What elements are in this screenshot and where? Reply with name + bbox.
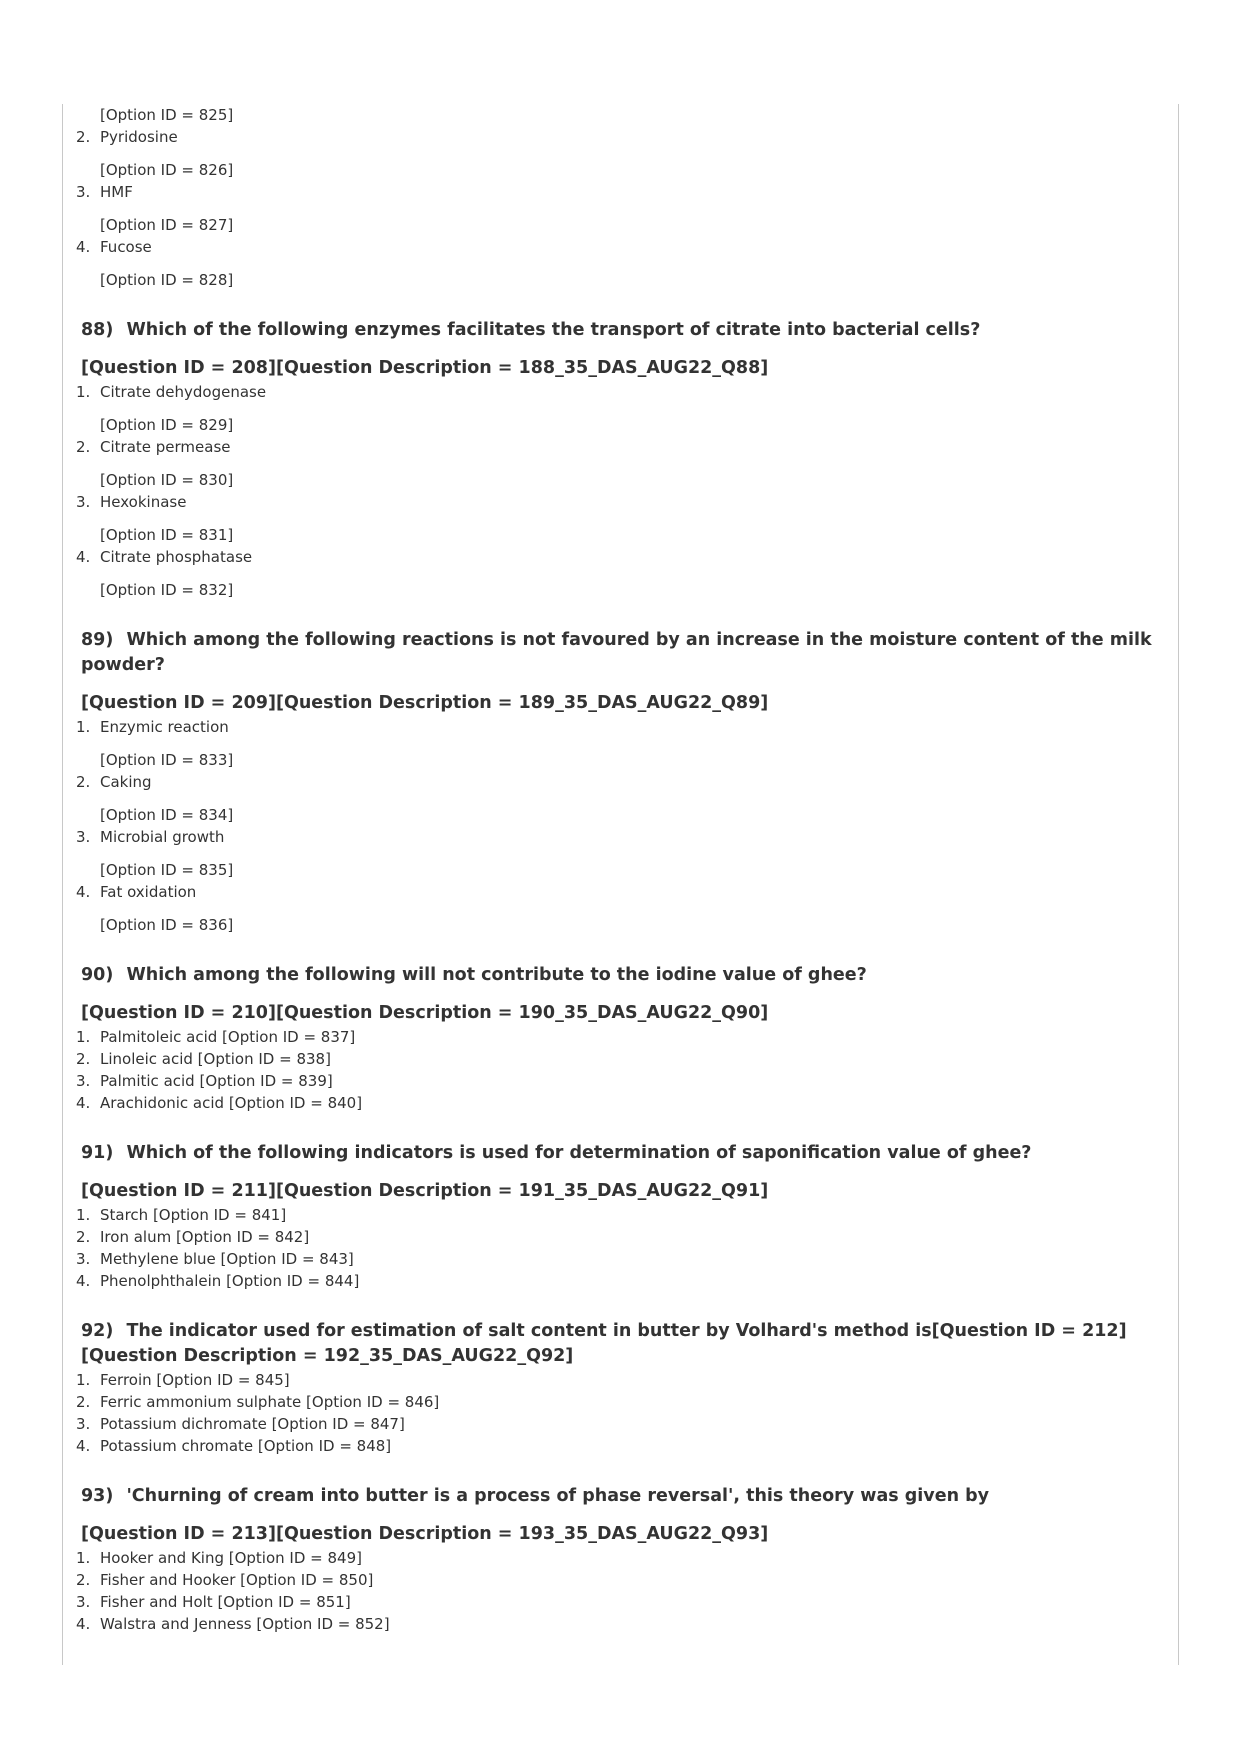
option-number: 1. — [76, 1028, 91, 1046]
option-number: 1. — [76, 1549, 91, 1567]
question-text: Which of the following indicators is used for determination of saponification value of ghee? — [126, 1143, 1032, 1163]
question-text: Which among the following reactions is not favoured by an increase in the moisture content of the milk powder? — [81, 630, 1152, 675]
question-block — [76, 628, 1171, 936]
option-text: Palmitic acid [Option ID = 839] — [100, 1072, 333, 1090]
option-item — [76, 1569, 1171, 1591]
option-item — [76, 1391, 1171, 1413]
option-text: Phenolphthalein [Option ID = 844] — [100, 1272, 360, 1290]
option-item — [76, 1435, 1171, 1457]
option-number: 3. — [76, 1072, 91, 1090]
question-block — [76, 318, 1171, 601]
question-block — [76, 1141, 1171, 1292]
question-text: 'Churning of cream into butter is a process of phase reversal', this theory was given by — [126, 1486, 990, 1506]
question-number: 93) — [81, 1486, 114, 1506]
option-number: 4. — [76, 548, 91, 566]
option-number: 1. — [76, 1371, 91, 1389]
question-number: 89) — [81, 630, 114, 650]
question-meta: [Question ID = 209][Question Description = 189_35_DAS_AUG22_Q89] — [81, 693, 769, 713]
option-text: Starch [Option ID = 841] — [100, 1206, 287, 1224]
option-item — [76, 546, 1171, 568]
question-text: The indicator used for estimation of salt content in butter by Volhard's method is[Question ID = 212][Question Description = 192_35_DAS_AUG22_Q92] — [81, 1321, 1127, 1366]
option-text: Fisher and Holt [Option ID = 851] — [100, 1593, 351, 1611]
option-number: 4. — [76, 1615, 91, 1633]
option-id: [Option ID = 831] — [100, 526, 234, 544]
option-text: Citrate phosphatase — [100, 548, 253, 566]
question-meta: [Question ID = 208][Question Description = 188_35_DAS_AUG22_Q88] — [81, 358, 769, 378]
question-block — [76, 1484, 1171, 1635]
option-text: Ferroin [Option ID = 845] — [100, 1371, 290, 1389]
option-item — [76, 126, 1171, 148]
option-text: Ferric ammonium sulphate [Option ID = 846] — [100, 1393, 440, 1411]
option-text: Arachidonic acid [Option ID = 840] — [100, 1094, 363, 1112]
option-number: 2. — [76, 773, 91, 791]
option-number: 2. — [76, 1393, 91, 1411]
option-id: [Option ID = 832] — [100, 581, 234, 599]
option-item — [76, 1547, 1171, 1569]
option-number: 3. — [76, 1250, 91, 1268]
option-item — [76, 436, 1171, 458]
option-number: 3. — [76, 493, 91, 511]
option-item — [76, 826, 1171, 848]
option-text: Fat oxidation — [100, 883, 197, 901]
option-item — [76, 491, 1171, 513]
option-number: 3. — [76, 1593, 91, 1611]
option-number: 2. — [76, 1228, 91, 1246]
option-id: [Option ID = 829] — [100, 416, 234, 434]
option-text: Walstra and Jenness [Option ID = 852] — [100, 1615, 390, 1633]
option-number: 4. — [76, 883, 91, 901]
option-text: Citrate dehydogenase — [100, 383, 267, 401]
option-item — [76, 1270, 1171, 1292]
question-title — [76, 628, 1171, 678]
option-number: 3. — [76, 828, 91, 846]
option-text: Microbial growth — [100, 828, 225, 846]
question-block — [76, 963, 1171, 1114]
question-meta: [Question ID = 213][Question Description = 193_35_DAS_AUG22_Q93] — [81, 1524, 769, 1544]
option-id: [Option ID = 828] — [100, 271, 234, 289]
question-title — [76, 1319, 1171, 1369]
option-number: 1. — [76, 383, 91, 401]
question-text: Which of the following enzymes facilitates the transport of citrate into bacterial cells? — [126, 320, 981, 340]
option-text: Citrate permease — [100, 438, 231, 456]
option-id: [Option ID = 835] — [100, 861, 234, 879]
option-number: 4. — [76, 238, 91, 256]
question-number: 92) — [81, 1321, 114, 1341]
option-text: Fucose — [100, 238, 152, 256]
question-title — [76, 1141, 1171, 1166]
option-item — [76, 1413, 1171, 1435]
option-item — [76, 236, 1171, 258]
page-right-rule — [1178, 104, 1179, 1665]
option-text: Linoleic acid [Option ID = 838] — [100, 1050, 331, 1068]
option-item — [76, 1226, 1171, 1248]
option-text: Hexokinase — [100, 493, 187, 511]
question-title — [76, 1484, 1171, 1509]
option-item — [76, 1369, 1171, 1391]
option-text: Enzymic reaction — [100, 718, 229, 736]
question-text: Which among the following will not contribute to the iodine value of ghee? — [126, 965, 867, 985]
document-body — [76, 104, 1171, 1635]
option-item — [76, 1026, 1171, 1048]
option-id: [Option ID = 833] — [100, 751, 234, 769]
option-item — [76, 1248, 1171, 1270]
option-text: Iron alum [Option ID = 842] — [100, 1228, 310, 1246]
option-number: 4. — [76, 1437, 91, 1455]
option-item — [76, 1591, 1171, 1613]
question-title — [76, 963, 1171, 988]
option-item — [76, 1204, 1171, 1226]
option-number: 3. — [76, 183, 91, 201]
option-id: [Option ID = 826] — [100, 161, 234, 179]
question-block — [76, 1319, 1171, 1457]
option-item — [76, 1048, 1171, 1070]
option-number: 4. — [76, 1272, 91, 1290]
option-id: [Option ID = 836] — [100, 916, 234, 934]
option-text: Palmitoleic acid [Option ID = 837] — [100, 1028, 356, 1046]
option-text: Methylene blue [Option ID = 843] — [100, 1250, 354, 1268]
question-title — [76, 318, 1171, 343]
option-number: 1. — [76, 718, 91, 736]
option-number: 2. — [76, 1050, 91, 1068]
option-id: [Option ID = 827] — [100, 216, 234, 234]
option-id: [Option ID = 834] — [100, 806, 234, 824]
question-number: 88) — [81, 320, 114, 340]
option-number: 2. — [76, 128, 91, 146]
option-text: Fisher and Hooker [Option ID = 850] — [100, 1571, 374, 1589]
option-item — [76, 771, 1171, 793]
option-item — [76, 716, 1171, 738]
question-number: 90) — [81, 965, 114, 985]
option-id: [Option ID = 830] — [100, 471, 234, 489]
option-item — [76, 381, 1171, 403]
option-item — [76, 181, 1171, 203]
question-meta: [Question ID = 211][Question Description = 191_35_DAS_AUG22_Q91] — [81, 1181, 769, 1201]
option-item — [76, 1613, 1171, 1635]
option-number: 2. — [76, 438, 91, 456]
carryover-block — [76, 104, 1171, 291]
option-text: Hooker and King [Option ID = 849] — [100, 1549, 362, 1567]
option-id: [Option ID = 825] — [100, 106, 234, 124]
option-item — [76, 1092, 1171, 1114]
option-number: 1. — [76, 1206, 91, 1224]
option-item — [76, 881, 1171, 903]
option-text: HMF — [100, 183, 133, 201]
option-text: Potassium dichromate [Option ID = 847] — [100, 1415, 405, 1433]
option-text: Caking — [100, 773, 152, 791]
option-text: Potassium chromate [Option ID = 848] — [100, 1437, 392, 1455]
option-number: 3. — [76, 1415, 91, 1433]
option-number: 4. — [76, 1094, 91, 1112]
option-number: 2. — [76, 1571, 91, 1589]
page-left-rule — [62, 104, 63, 1665]
question-meta: [Question ID = 210][Question Description = 190_35_DAS_AUG22_Q90] — [81, 1003, 769, 1023]
option-text: Pyridosine — [100, 128, 178, 146]
question-number: 91) — [81, 1143, 114, 1163]
option-item — [76, 1070, 1171, 1092]
